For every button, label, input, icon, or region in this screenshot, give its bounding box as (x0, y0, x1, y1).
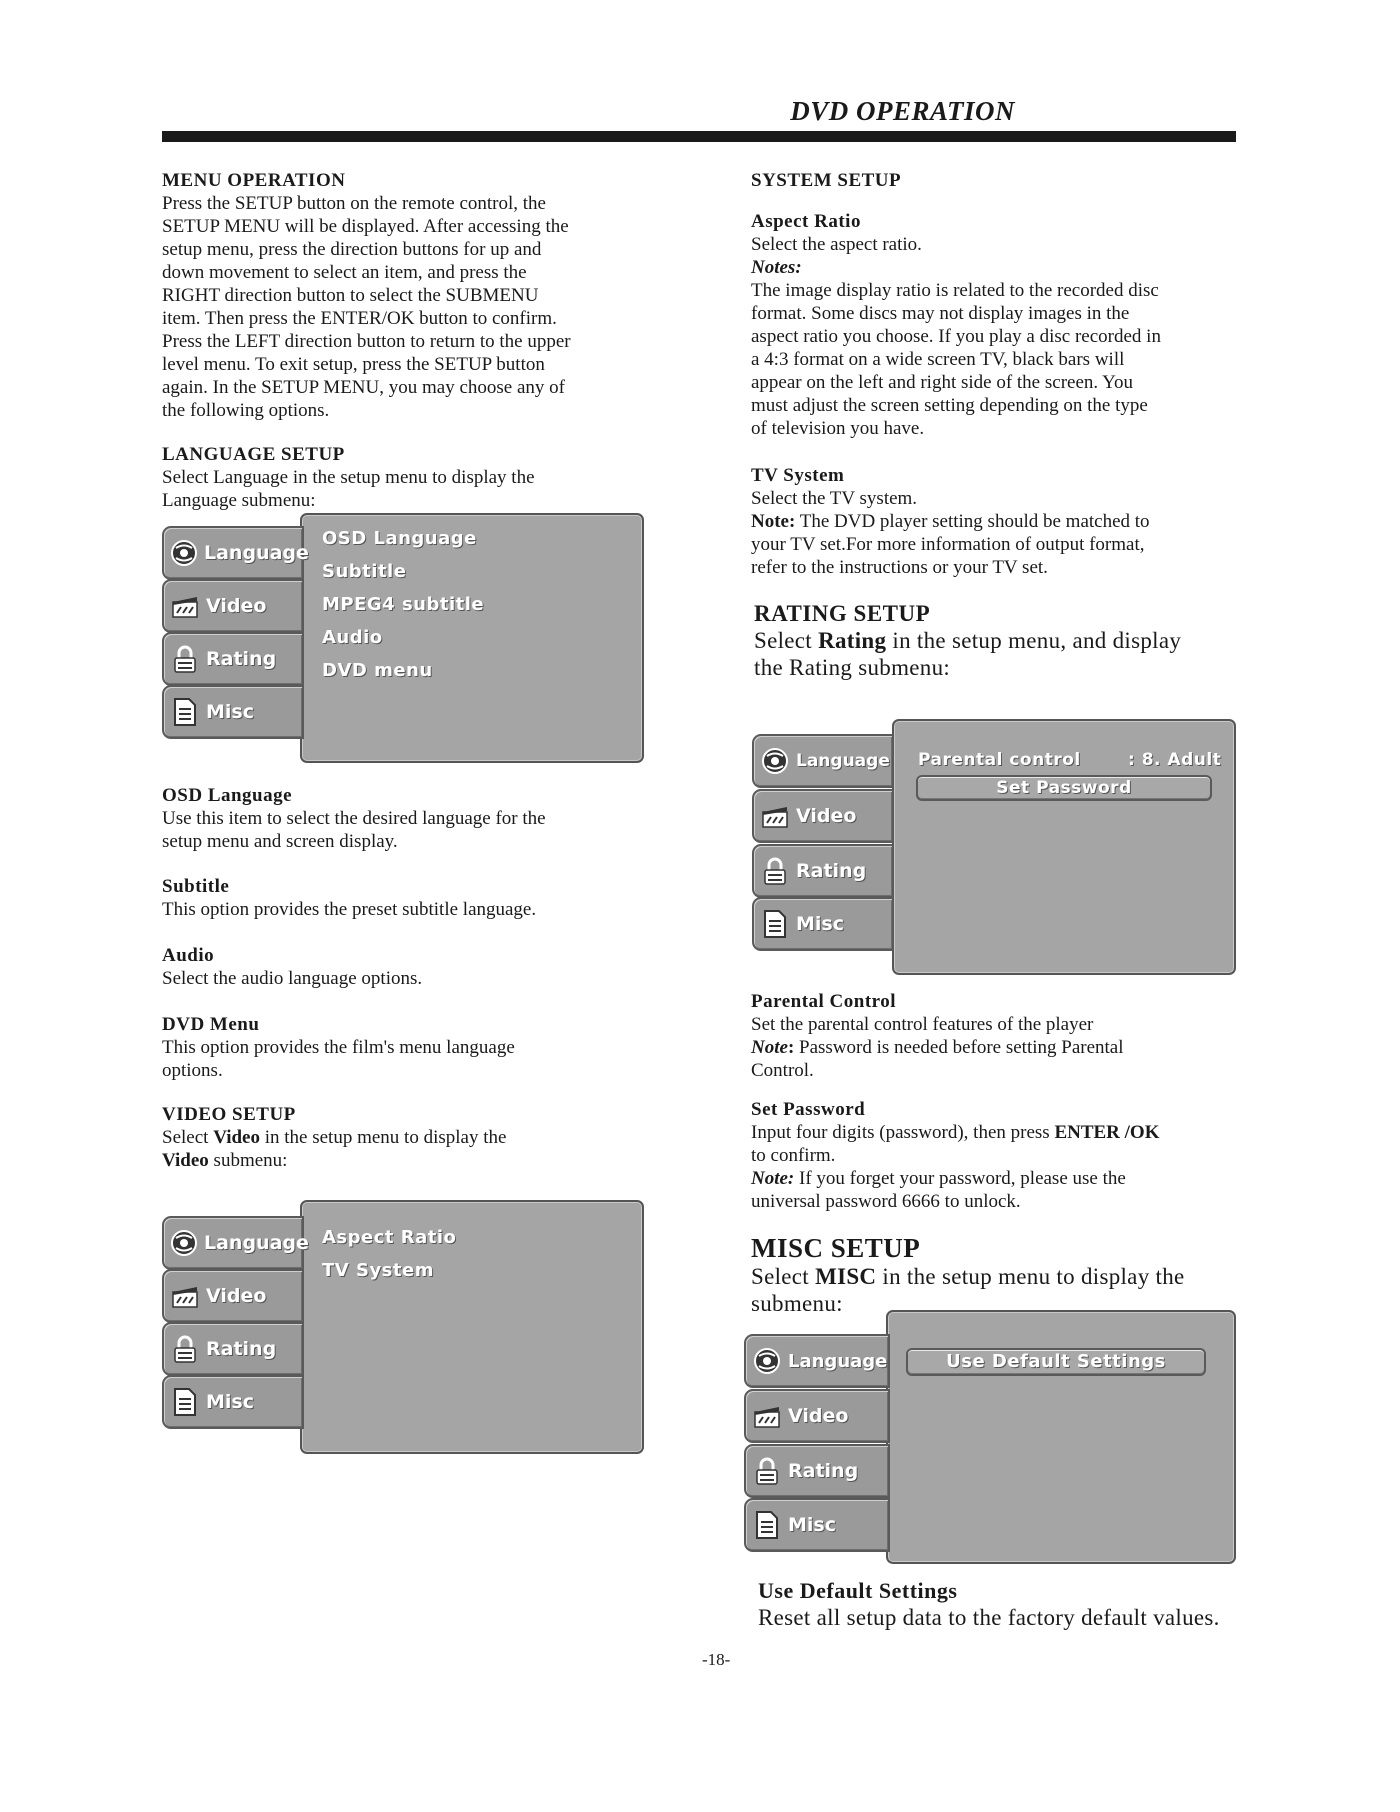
text-line: again. In the SETUP MENU, you may choose any of (162, 377, 565, 398)
disc-icon (760, 746, 790, 776)
video-setup-heading: VIDEO SETUP (162, 1104, 296, 1125)
use-default-section (758, 1577, 1298, 1631)
use-default-settings-button: Use Default Settings (906, 1348, 1206, 1376)
text-span: Select (754, 628, 819, 653)
header-rule (162, 131, 1236, 142)
parental-control-label: Parental control (918, 750, 1081, 770)
misc-menu-screenshot (744, 1310, 1238, 1566)
osd-language-heading: OSD Language (162, 785, 293, 806)
text-line: RIGHT direction button to select the SUBMENU (162, 285, 539, 306)
lock-icon (760, 856, 790, 886)
tab-label: Language (204, 542, 309, 564)
menu-item-tv-system: TV System (322, 1260, 434, 1281)
text-line: the Rating submenu: (754, 655, 951, 680)
text-span: submenu: (208, 1150, 288, 1171)
menu-item-mpeg4-subtitle: MPEG4 subtitle (322, 594, 485, 615)
tv-system-section (751, 464, 1251, 579)
set-password-button: Set Password (916, 775, 1212, 801)
tab-label: Misc (206, 1391, 254, 1413)
text-line: submenu: (751, 1291, 843, 1316)
text-line: to confirm. (751, 1145, 836, 1166)
text-line: must adjust the screen setting depending on the type (751, 395, 1148, 416)
menu-tab-misc (162, 685, 304, 739)
tab-label: Rating (206, 1338, 277, 1360)
disc-icon (170, 538, 198, 568)
set-password-section (751, 1098, 1271, 1213)
text-line: This option provides the preset subtitle language. (162, 899, 537, 920)
text-span-bold: Rating (818, 628, 887, 653)
menu-tab-language (752, 734, 894, 788)
text-line: of television you have. (751, 418, 925, 439)
parental-control-value: : 8. Adult (1128, 750, 1222, 770)
text-span: Select (751, 1264, 816, 1289)
text-line: down movement to select an item, and press the (162, 262, 527, 283)
subtitle-heading: Subtitle (162, 876, 230, 897)
text-span-bold: Video (162, 1150, 209, 1171)
rating-menu-screenshot (752, 719, 1238, 979)
misc-setup-heading: MISC SETUP (751, 1233, 921, 1263)
text-line: the following options. (162, 400, 330, 421)
audio-section (162, 944, 662, 990)
parental-control-section (751, 990, 1271, 1082)
tab-label: Misc (206, 701, 254, 723)
text-line: format. Some discs may not display images in the (751, 303, 1130, 324)
text-span: in the setup menu to display the (876, 1264, 1185, 1289)
text-line (162, 1149, 662, 1172)
osd-language-section (162, 784, 662, 853)
tab-label: Video (206, 595, 267, 617)
text-line: Select Language in the setup menu to display the (162, 467, 535, 488)
aspect-ratio-heading: Aspect Ratio (751, 211, 861, 232)
menu-tab-language (162, 1216, 309, 1270)
text-line: setup menu and screen display. (162, 831, 398, 852)
menu-operation-heading: MENU OPERATION (162, 170, 346, 191)
document-icon (760, 909, 790, 939)
disc-icon (170, 1228, 198, 1258)
disc-icon (752, 1346, 782, 1376)
clapperboard-icon (760, 801, 790, 831)
tab-label: Language (204, 1232, 309, 1254)
menu-tab-language (744, 1334, 890, 1388)
text-span: in the setup menu to display the (259, 1127, 507, 1148)
text-span-bold: : (787, 1037, 795, 1058)
tab-label: Video (788, 1405, 849, 1427)
text-line: Select the aspect ratio. (751, 234, 922, 255)
language-menu-screenshot (162, 513, 646, 765)
lock-icon (752, 1456, 782, 1486)
menu-tab-video (162, 579, 304, 633)
text-span: Select (162, 1127, 214, 1148)
menu-operation-section (162, 169, 662, 422)
text-line: refer to the instructions or your TV set. (751, 557, 1048, 578)
clapperboard-icon (752, 1401, 782, 1431)
set-password-heading: Set Password (751, 1099, 866, 1120)
menu-item-aspect-ratio: Aspect Ratio (322, 1227, 457, 1248)
tab-label: Video (206, 1285, 267, 1307)
misc-setup-section (751, 1233, 1281, 1317)
text-span-bold: Video (213, 1127, 260, 1148)
text-span: The DVD player setting should be matched to (795, 511, 1150, 532)
clapperboard-icon (170, 591, 200, 621)
menu-tab-video (162, 1269, 304, 1323)
system-setup-section (751, 169, 1251, 192)
text-line: Select the audio language options. (162, 968, 423, 989)
tab-label: Language (796, 751, 890, 771)
lock-icon (170, 644, 200, 674)
tab-label: Language (788, 1350, 888, 1372)
text-line: options. (162, 1060, 223, 1081)
parental-control-heading: Parental Control (751, 991, 897, 1012)
tab-label: Video (796, 805, 857, 827)
menu-item-subtitle: Subtitle (322, 561, 407, 582)
text-line: level menu. To exit setup, press the SETUP button (162, 354, 545, 375)
notes-label: Notes: (751, 257, 802, 278)
text-span-bold: MISC (815, 1264, 877, 1289)
text-span-bold: ENTER /OK (1054, 1122, 1160, 1143)
menu-tab-video (752, 789, 894, 843)
text-line: Reset all setup data to the factory default values. (758, 1605, 1220, 1630)
text-line: item. Then press the ENTER/OK button to confirm. (162, 308, 557, 329)
text-line (754, 627, 1274, 654)
text-line (751, 1263, 1281, 1290)
page-header-title: DVD OPERATION (790, 96, 1015, 126)
rating-setup-heading: RATING SETUP (754, 601, 931, 626)
text-line: SETUP MENU will be displayed. After accessing the (162, 216, 569, 237)
menu-tab-video (744, 1389, 890, 1443)
language-setup-section (162, 443, 662, 512)
text-span: Password is needed before setting Parental (794, 1037, 1124, 1058)
text-line (751, 1167, 1271, 1190)
dvd-menu-heading: DVD Menu (162, 1014, 260, 1035)
document-icon (170, 1387, 200, 1417)
text-line: aspect ratio you choose. If you play a disc recorded in (751, 326, 1161, 347)
menu-tab-rating (744, 1444, 890, 1498)
tv-system-heading: TV System (751, 465, 845, 486)
rating-setup-section (754, 600, 1274, 681)
audio-heading: Audio (162, 945, 215, 966)
video-setup-section (162, 1103, 662, 1172)
video-menu-screenshot (162, 1200, 646, 1456)
menu-item-audio: Audio (322, 627, 383, 648)
text-line (162, 1126, 662, 1149)
note-label: Note: (751, 1168, 795, 1189)
text-span: in the setup menu, and display (886, 628, 1182, 653)
menu-tab-rating (752, 844, 894, 898)
text-line: Press the SETUP button on the remote control, the (162, 193, 546, 214)
document-icon (752, 1510, 782, 1540)
system-setup-heading: SYSTEM SETUP (751, 170, 902, 191)
text-line: The image display ratio is related to the recorded disc (751, 280, 1159, 301)
use-default-heading: Use Default Settings (758, 1578, 958, 1603)
note-label: Note: (751, 511, 796, 532)
menu-tab-rating (162, 632, 304, 686)
text-line: Set the parental control features of the player (751, 1014, 1094, 1035)
text-line (751, 510, 1251, 533)
note-label: Note (751, 1037, 788, 1058)
menu-tab-misc (744, 1498, 890, 1552)
tab-label: Misc (796, 913, 844, 935)
tab-label: Misc (788, 1514, 836, 1536)
tab-label: Rating (788, 1460, 859, 1482)
menu-tab-misc (752, 897, 894, 951)
menu-item-osd-language: OSD Language (322, 528, 477, 549)
menu-tab-rating (162, 1322, 304, 1376)
text-line: Language submenu: (162, 490, 316, 511)
text-span: Input four digits (password), then press (751, 1122, 1055, 1143)
aspect-ratio-section (751, 210, 1251, 440)
text-line: This option provides the film's menu language (162, 1037, 515, 1058)
page-number: -18- (702, 1650, 731, 1669)
language-setup-heading: LANGUAGE SETUP (162, 444, 345, 465)
text-line: Press the LEFT direction button to return to the upper (162, 331, 571, 352)
document-icon (170, 697, 200, 727)
text-line: a 4:3 format on a wide screen TV, black bars will (751, 349, 1125, 370)
tab-label: Rating (796, 860, 867, 882)
dvd-menu-section (162, 1013, 662, 1082)
menu-item-dvd-menu: DVD menu (322, 660, 433, 681)
text-line (751, 1121, 1271, 1144)
text-line: Use this item to select the desired language for the (162, 808, 546, 829)
text-line: Control. (751, 1060, 814, 1081)
text-line (751, 1036, 1271, 1059)
text-line: appear on the left and right side of the screen. You (751, 372, 1134, 393)
text-span: If you forget your password, please use the (794, 1168, 1126, 1189)
subtitle-section (162, 875, 662, 921)
lock-icon (170, 1334, 200, 1364)
text-line: universal password 6666 to unlock. (751, 1191, 1021, 1212)
text-line: your TV set.For more information of output format, (751, 534, 1145, 555)
text-line: Select the TV system. (751, 488, 918, 509)
text-line: setup menu, press the direction buttons for up and (162, 239, 542, 260)
menu-tab-language (162, 526, 309, 580)
menu-tab-misc (162, 1375, 304, 1429)
tab-label: Rating (206, 648, 277, 670)
clapperboard-icon (170, 1281, 200, 1311)
